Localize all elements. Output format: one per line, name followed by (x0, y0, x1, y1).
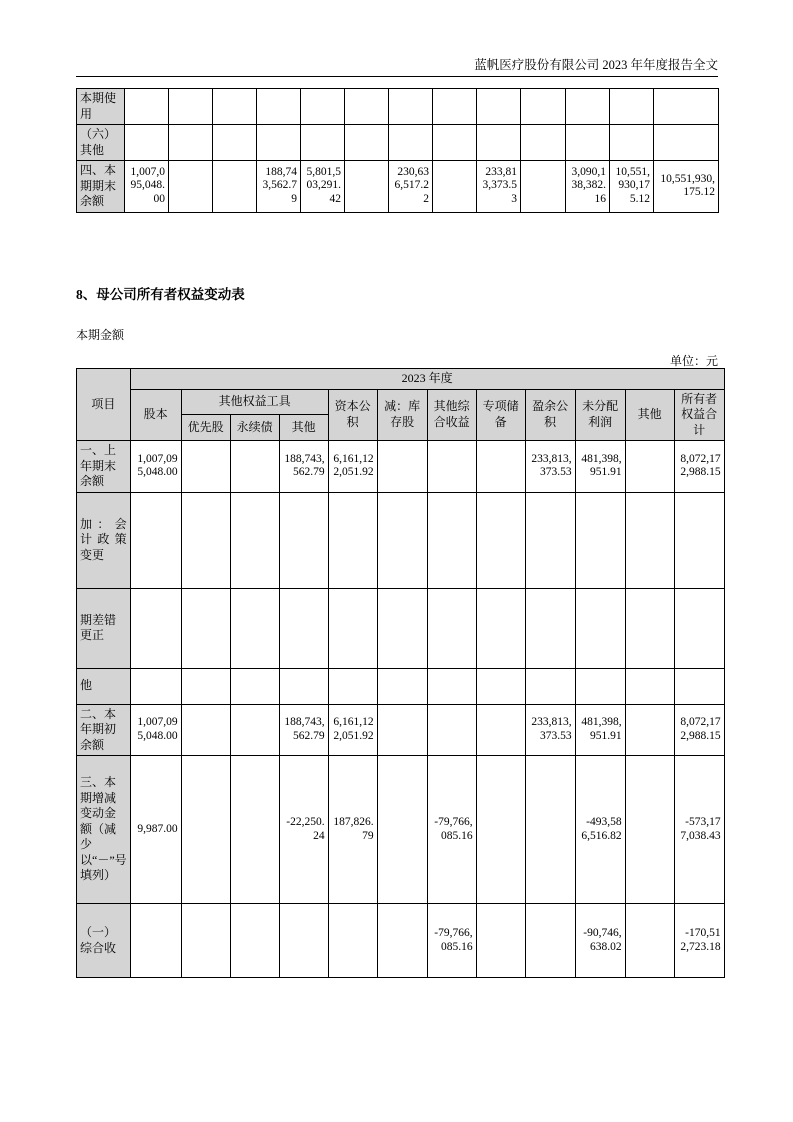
cell (389, 125, 433, 161)
cell (230, 668, 279, 704)
cell (279, 904, 328, 978)
row-label: （一）综合收 (77, 904, 131, 978)
cell (130, 904, 181, 978)
cell (257, 89, 301, 125)
cell (345, 89, 389, 125)
row-label: 二、本年期初余额 (77, 704, 131, 756)
cell (213, 89, 257, 125)
table-row (77, 756, 725, 904)
cell (625, 441, 674, 493)
cell (433, 89, 477, 125)
cell: 8,072,172,988.15 (674, 704, 724, 756)
cell: 233,813,373.53 (477, 161, 521, 213)
cell: 188,743,562.79 (279, 704, 328, 756)
cell (566, 89, 610, 125)
cell (169, 89, 213, 125)
cell (125, 125, 169, 161)
equity-change-table-continued (76, 88, 719, 213)
header-divider-rule (76, 76, 718, 77)
cell (427, 492, 476, 588)
cell (433, 125, 477, 161)
cell (625, 704, 674, 756)
cell (230, 756, 279, 904)
cell (476, 588, 525, 668)
cell (181, 441, 230, 493)
column-header-total-equity: 所有者权益合计 (674, 389, 724, 441)
table-row (77, 89, 719, 125)
cell (181, 492, 230, 588)
cell (130, 492, 181, 588)
column-header-item: 项目 (77, 369, 131, 441)
cell (181, 756, 230, 904)
column-header-preferred-shares: 优先股 (181, 415, 230, 441)
cell (433, 161, 477, 213)
cell (575, 668, 625, 704)
cell: -79,766,085.16 (427, 756, 476, 904)
cell: -79,766,085.16 (427, 904, 476, 978)
table-header-group-row (77, 389, 725, 415)
cell (476, 668, 525, 704)
cell (575, 492, 625, 588)
column-header-undistributed-profit: 未分配利润 (575, 389, 625, 441)
cell: 233,813,373.53 (525, 704, 575, 756)
cell (377, 756, 427, 904)
cell (625, 492, 674, 588)
parent-company-equity-change-table (76, 368, 725, 978)
cell (301, 125, 345, 161)
cell (625, 756, 674, 904)
cell: 9,987.00 (130, 756, 181, 904)
column-header-perpetual-bonds: 永续债 (230, 415, 279, 441)
cell (169, 125, 213, 161)
cell (427, 668, 476, 704)
table-row (77, 704, 725, 756)
column-header-other-comprehensive-income: 其他综合收益 (427, 389, 476, 441)
cell (427, 441, 476, 493)
cell: 10,551,930,175.12 (610, 161, 654, 213)
cell (674, 668, 724, 704)
cell (328, 588, 377, 668)
table-row (77, 588, 725, 668)
cell (181, 704, 230, 756)
cell (477, 89, 521, 125)
cell (427, 588, 476, 668)
period-band-label: 2023 年度 (130, 369, 724, 390)
cell: 6,161,122,051.92 (328, 441, 377, 493)
cell (566, 125, 610, 161)
row-label: （六）其他 (77, 125, 125, 161)
cell (181, 668, 230, 704)
cell (169, 161, 213, 213)
cell (230, 441, 279, 493)
cell: -22,250.24 (279, 756, 328, 904)
cell (230, 704, 279, 756)
cell: 10,551,930,175.12 (654, 161, 719, 213)
cell: 5,801,503,291.42 (301, 161, 345, 213)
cell: 1,007,095,048.00 (130, 441, 181, 493)
cell (230, 588, 279, 668)
cell: 8,072,172,988.15 (674, 441, 724, 493)
row-label: 一、上年期末余额 (77, 441, 131, 493)
cell (625, 588, 674, 668)
cell: 230,636,517.22 (389, 161, 433, 213)
cell (521, 125, 566, 161)
cell: 1,007,095,048.00 (125, 161, 169, 213)
column-group-other-equity-instruments: 其他权益工具 (181, 389, 328, 415)
cell (674, 492, 724, 588)
table-row (77, 125, 719, 161)
cell (230, 492, 279, 588)
cell: 481,398,951.91 (575, 441, 625, 493)
cell (213, 161, 257, 213)
row-label: 期差错更正 (77, 588, 131, 668)
cell (328, 904, 377, 978)
row-label: 加：会计政策变更 (77, 492, 131, 588)
cell (301, 89, 345, 125)
column-header-capital-reserve: 资本公积 (328, 389, 377, 441)
cell (525, 588, 575, 668)
period-note: 本期金额 (76, 328, 125, 342)
cell (230, 904, 279, 978)
cell (476, 756, 525, 904)
cell (525, 492, 575, 588)
cell (328, 668, 377, 704)
cell: 233,813,373.53 (525, 441, 575, 493)
cell (427, 704, 476, 756)
cell: 188,743,562.79 (279, 441, 328, 493)
cell (377, 492, 427, 588)
cell (525, 756, 575, 904)
cell (377, 904, 427, 978)
column-header-special-reserve: 专项储备 (476, 389, 525, 441)
cell (476, 492, 525, 588)
cell (130, 668, 181, 704)
cell (345, 125, 389, 161)
cell (279, 492, 328, 588)
cell: 1,007,095,048.00 (130, 704, 181, 756)
cell (377, 588, 427, 668)
cell (377, 704, 427, 756)
cell (130, 588, 181, 668)
cell (181, 588, 230, 668)
table-row (77, 904, 725, 978)
cell (257, 125, 301, 161)
cell (610, 125, 654, 161)
cell: 187,826.79 (328, 756, 377, 904)
table-row (77, 492, 725, 588)
cell: -170,512,723.18 (674, 904, 724, 978)
column-header-surplus-reserve: 盈余公积 (525, 389, 575, 441)
cell (625, 668, 674, 704)
cell (476, 441, 525, 493)
cell: 188,743,562.79 (257, 161, 301, 213)
cell (477, 125, 521, 161)
cell (181, 904, 230, 978)
cell: 6,161,122,051.92 (328, 704, 377, 756)
row-label: 三、本期增减变动金额（减少以“－”号填列） (77, 756, 131, 904)
cell (377, 668, 427, 704)
cell (654, 125, 719, 161)
cell (328, 492, 377, 588)
cell (389, 89, 433, 125)
cell (476, 704, 525, 756)
cell (279, 668, 328, 704)
table-row (77, 668, 725, 704)
column-header-other-instrument: 其他 (279, 415, 328, 441)
column-header-treasury-stock: 减：库存股 (377, 389, 427, 441)
column-header-other: 其他 (625, 389, 674, 441)
cell (521, 89, 566, 125)
table-row (77, 161, 719, 213)
running-header: 蓝帆医疗股份有限公司 2023 年年度报告全文 (474, 58, 718, 72)
section-heading: 8、母公司所有者权益变动表 (76, 287, 245, 302)
row-label: 他 (77, 668, 131, 704)
cell (476, 904, 525, 978)
row-label: 四、本期期末余额 (77, 161, 125, 213)
cell (575, 588, 625, 668)
cell: -90,746,638.02 (575, 904, 625, 978)
cell (377, 441, 427, 493)
column-header-share-capital: 股本 (130, 389, 181, 441)
cell (610, 89, 654, 125)
cell (279, 588, 328, 668)
cell (654, 89, 719, 125)
cell: 481,398,951.91 (575, 704, 625, 756)
row-label: 本期使用 (77, 89, 125, 125)
cell: -493,586,516.82 (575, 756, 625, 904)
cell (521, 161, 566, 213)
table-row (77, 441, 725, 493)
cell (345, 161, 389, 213)
cell (213, 125, 257, 161)
cell (625, 904, 674, 978)
cell (525, 668, 575, 704)
cell: -573,177,038.43 (674, 756, 724, 904)
table-header-period-row (77, 369, 725, 390)
cell: 3,090,138,382.16 (566, 161, 610, 213)
cell (125, 89, 169, 125)
cell (674, 588, 724, 668)
cell (525, 904, 575, 978)
unit-note: 单位：元 (669, 354, 718, 368)
